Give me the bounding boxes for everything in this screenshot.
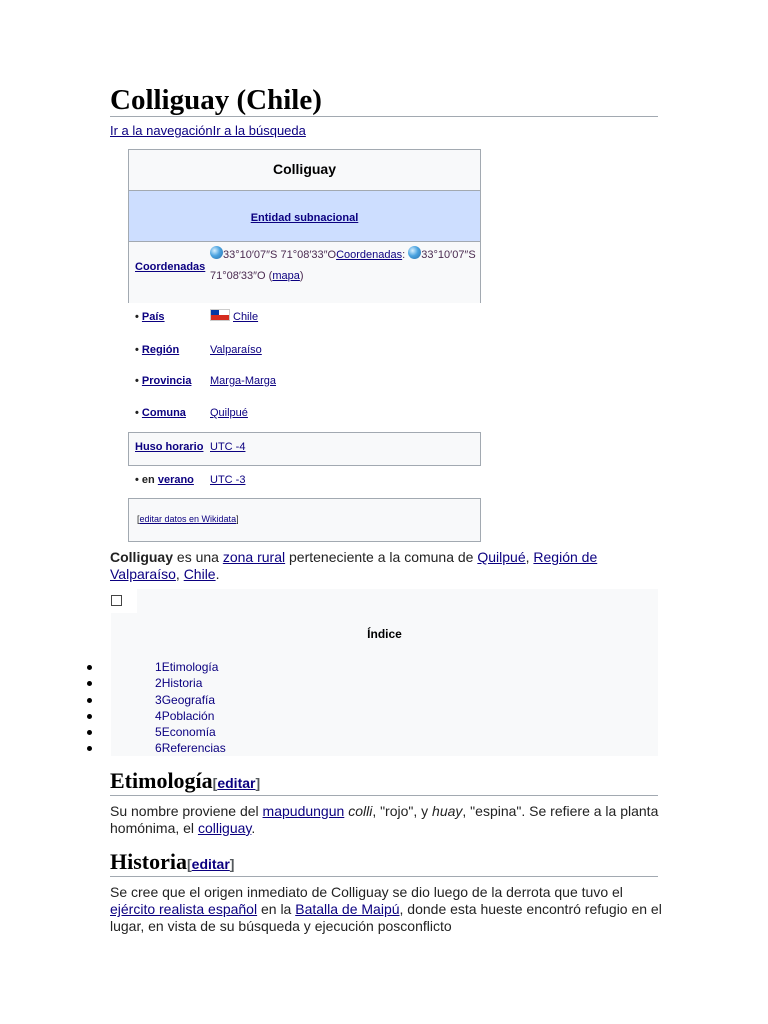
bullet-icon: [87, 730, 92, 735]
timezone-label-link[interactable]: Huso horario: [135, 441, 204, 453]
section-heading-etimologia: [110, 768, 260, 794]
toc-number: 4: [155, 708, 162, 723]
valparaiso-link[interactable]: Valparaíso: [210, 344, 262, 356]
para-text: Su nombre proviene del: [110, 803, 263, 819]
quilpue-lead-link[interactable]: Quilpué: [477, 549, 526, 565]
lead-text: ,: [525, 549, 534, 565]
infobox-divider: [128, 241, 481, 242]
infobox-value-pais: [210, 309, 258, 323]
toc-number: 5: [155, 725, 162, 740]
toc-title: Índice: [367, 627, 402, 641]
jump-links: [110, 123, 306, 138]
edit-wikidata-link[interactable]: editar datos en Wikidata: [139, 514, 237, 524]
heading-text: Historia: [110, 849, 187, 874]
para-text: Se cree que el origen inmediato de Colliguay se dio luego de la derrota que tuvo el: [110, 884, 623, 900]
edit-section: [editar]: [212, 775, 261, 791]
infobox-subtitle-link[interactable]: Entidad subnacional: [250, 212, 359, 224]
utc-3-link[interactable]: UTC -3: [210, 474, 246, 486]
summer-prefix: en: [141, 474, 155, 486]
coord-link[interactable]: Coordenadas: [336, 249, 403, 261]
para-italic: colli: [348, 803, 373, 819]
marga-marga-link[interactable]: Marga-Marga: [210, 375, 277, 387]
para-text: , donde esta hueste encontró refugio en el lugar, en vista de su búsqueda y ejecución posconflicto: [110, 901, 662, 934]
pais-link[interactable]: País: [141, 311, 165, 323]
toc-toggle-checkbox[interactable]: [111, 595, 122, 606]
toc-label: Referencias: [161, 741, 226, 756]
chile-link[interactable]: Chile: [233, 311, 259, 323]
infobox: [128, 149, 481, 542]
bullet-icon: [87, 714, 92, 719]
coord-text-2: 33°10′07″S 71°08′33″O: [210, 249, 476, 282]
historia-paragraph: [110, 884, 670, 935]
comuna-link[interactable]: Comuna: [141, 407, 186, 419]
infobox-row-provincia: • Provincia: [135, 375, 192, 387]
jump-to-search-link[interactable]: Ir a la búsqueda: [212, 123, 306, 138]
lead-bold: Colliguay: [110, 549, 174, 565]
infobox-row-comuna: • Comuna: [135, 407, 186, 419]
toc-label: Economía: [161, 725, 216, 740]
toc-label: Historia: [161, 676, 203, 691]
lead-paragraph: [110, 549, 670, 583]
ejercito-realista-link[interactable]: ejército realista español: [110, 901, 258, 917]
lead-text: .: [215, 566, 220, 582]
table-of-contents: [87, 589, 658, 756]
quilpue-link[interactable]: Quilpué: [210, 407, 248, 419]
toc-label: Etimología: [161, 660, 219, 674]
section-heading-historia: [110, 849, 234, 875]
infobox-edit: [editar datos en Wikidata]: [137, 514, 239, 524]
region-valparaiso-link[interactable]: Región de Valparaíso: [110, 549, 598, 582]
summer-link[interactable]: verano: [157, 474, 194, 486]
infobox-row-pais: • País: [135, 311, 165, 323]
utc-4-link[interactable]: UTC -4: [210, 441, 246, 453]
infobox-row-summer: • en verano: [135, 474, 194, 486]
bullet-icon: [87, 665, 92, 670]
jump-to-navigation-link[interactable]: Ir a la navegación: [110, 123, 213, 138]
para-text: , "rojo", y: [372, 803, 433, 819]
page-title: Colliguay (Chile): [110, 84, 322, 116]
batalla-maipu-link[interactable]: Batalla de Maipú: [295, 901, 400, 917]
region-link[interactable]: Región: [141, 344, 180, 356]
title-divider: [110, 116, 658, 117]
globe-icon[interactable]: [210, 246, 223, 259]
chile-lead-link[interactable]: Chile: [183, 566, 216, 582]
lead-text: ,: [175, 566, 184, 582]
colliguay-plant-link[interactable]: colliguay: [197, 820, 252, 836]
para-italic: huay: [432, 803, 463, 819]
toc-label: Población: [161, 708, 215, 723]
chile-flag-icon: [210, 309, 230, 321]
bullet-icon: [87, 681, 92, 686]
toc-number: 6: [155, 741, 162, 756]
toc-number: 2: [155, 676, 162, 691]
globe-icon[interactable]: [408, 246, 421, 259]
section-divider: [110, 876, 658, 877]
infobox-row-region: • Región: [135, 344, 180, 356]
toc-background: [137, 589, 658, 613]
coord-text-1: 33°10′07″S 71°08′33″O: [223, 249, 337, 261]
provincia-link[interactable]: Provincia: [141, 375, 192, 387]
toc-number: 1: [155, 660, 162, 674]
lead-text: es una: [173, 549, 223, 565]
bullet-icon: [87, 698, 92, 703]
toc-number: 3: [155, 692, 162, 707]
para-text: .: [251, 820, 256, 836]
mapudungun-link[interactable]: mapudungun: [262, 803, 345, 819]
infobox-coord-label[interactable]: Coordenadas: [135, 261, 206, 273]
infobox-title: Colliguay: [272, 161, 336, 177]
etimologia-paragraph: [110, 803, 670, 837]
map-link[interactable]: mapa: [272, 270, 300, 282]
section-divider: [110, 795, 658, 796]
para-text: en la: [257, 901, 296, 917]
edit-section: [editar]: [187, 856, 235, 872]
edit-link[interactable]: editar: [191, 856, 230, 872]
heading-text: Etimología: [110, 768, 213, 793]
zona-rural-link[interactable]: zona rural: [222, 549, 286, 565]
lead-text: perteneciente a la comuna de: [285, 549, 478, 565]
bullet-icon: [87, 746, 92, 751]
infobox-coordinates: 33°10′07″S 71°08′33″OCoordenadas: 33°10′07″S 71°08′33″O (mapa): [210, 245, 480, 287]
para-text: , "espina". Se refiere a la planta homónima, el: [110, 803, 659, 836]
edit-link[interactable]: editar: [217, 775, 256, 791]
toc-label: Geografía: [161, 692, 216, 707]
